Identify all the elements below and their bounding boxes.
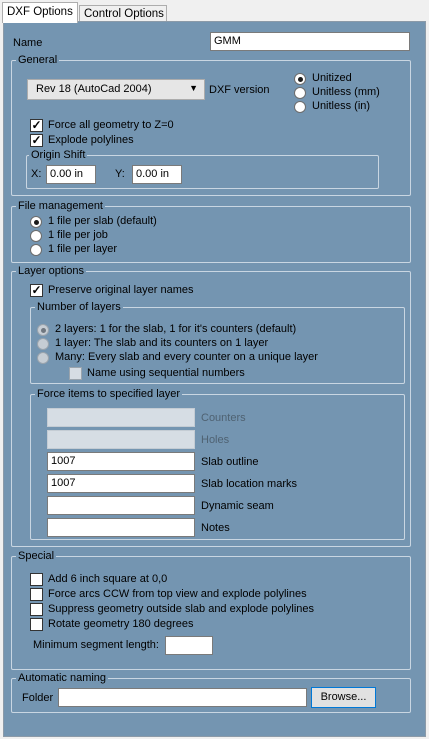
radio-unitless-mm[interactable] <box>294 87 306 99</box>
force-z-checkbox[interactable]: ✓ <box>31 118 42 132</box>
holes-layer-field[interactable] <box>47 430 195 449</box>
tab-control-options[interactable]: Control Options <box>79 5 167 23</box>
origin-y-label: Y: <box>115 168 125 180</box>
min-segment-label: Minimum segment length: <box>33 639 159 651</box>
radio-file-per-layer[interactable] <box>30 244 42 256</box>
radio-unitless-in[interactable] <box>294 101 306 113</box>
sequential-names-label: Name using sequential numbers <box>87 367 245 379</box>
radio-file-per-job-label: 1 file per job <box>48 229 108 241</box>
number-of-layers-title: Number of layers <box>37 301 121 313</box>
folder-label: Folder <box>22 692 54 704</box>
radio-file-per-slab-label: 1 file per slab (default) <box>48 215 157 227</box>
dxf-version-label: DXF version <box>209 84 270 96</box>
layer-options-title: Layer options <box>18 265 85 277</box>
origin-x-field[interactable]: 0.00 in <box>46 165 96 184</box>
special-group <box>11 550 411 670</box>
origin-shift-title: Origin Shift <box>31 149 86 161</box>
suppress-geometry-label: Suppress geometry outside slab and explode polylines <box>48 603 314 615</box>
radio-file-per-job[interactable] <box>30 230 42 242</box>
radio-file-per-slab[interactable] <box>30 216 42 228</box>
dxf-options-panel <box>3 21 426 737</box>
layer-options-group <box>11 265 411 547</box>
special-title: Special <box>18 550 55 562</box>
radio-two-layers-label: 2 layers: 1 for the slab, 1 for it's counters (default) <box>55 323 297 335</box>
radio-unitless-in-label: Unitless (in) <box>312 100 371 112</box>
slab-location-marks-layer-field[interactable]: 1007 <box>47 474 195 493</box>
radio-two-layers[interactable] <box>37 324 49 336</box>
file-management-title: File management <box>18 200 103 212</box>
slab-outline-layer-field[interactable]: 1007 <box>47 452 195 471</box>
explode-polylines-checkbox[interactable]: ✓ <box>31 133 42 147</box>
radio-file-per-layer-label: 1 file per layer <box>48 243 118 255</box>
dxf-version-combo[interactable] <box>27 79 205 100</box>
slab-location-marks-layer-label: Slab location marks <box>201 478 297 490</box>
general-group <box>11 54 411 196</box>
general-group-title: General <box>18 54 58 66</box>
radio-unitized[interactable] <box>294 73 306 85</box>
rotate-geometry-checkbox[interactable] <box>30 618 43 631</box>
explode-polylines-label: Explode polylines <box>48 134 134 146</box>
force-z-label: Force all geometry to Z=0 <box>48 119 174 131</box>
min-segment-field[interactable] <box>165 636 213 655</box>
counters-layer-field[interactable] <box>47 408 195 427</box>
folder-field[interactable] <box>58 688 307 707</box>
radio-unitized-label: Unitized <box>312 72 352 84</box>
force-items-title: Force items to specified layer <box>37 388 181 400</box>
holes-layer-label: Holes <box>201 434 230 446</box>
notes-layer-label: Notes <box>201 522 230 534</box>
radio-one-layer[interactable] <box>37 338 49 350</box>
sequential-names-checkbox[interactable] <box>69 367 82 380</box>
slab-outline-layer-label: Slab outline <box>201 456 259 468</box>
radio-many-layers[interactable] <box>37 352 49 364</box>
number-of-layers-group <box>30 301 405 384</box>
dxf-version-value: Rev 18 (AutoCad 2004) <box>36 83 152 95</box>
origin-shift-group <box>26 149 379 189</box>
preserve-layer-names-checkbox[interactable]: ✓ <box>31 283 42 297</box>
rotate-geometry-label: Rotate geometry 180 degrees <box>48 618 194 630</box>
name-field[interactable]: GMM <box>210 32 410 51</box>
force-arcs-ccw-checkbox[interactable] <box>30 588 43 601</box>
notes-layer-field[interactable] <box>47 518 195 537</box>
add-square-checkbox[interactable] <box>30 573 43 586</box>
counters-layer-label: Counters <box>201 412 246 424</box>
dynamic-seam-layer-field[interactable] <box>47 496 195 515</box>
browse-button[interactable]: Browse... <box>311 687 376 708</box>
automatic-naming-group <box>11 672 411 713</box>
force-items-group <box>30 388 405 540</box>
dynamic-seam-layer-label: Dynamic seam <box>201 500 274 512</box>
suppress-geometry-checkbox[interactable] <box>30 603 43 616</box>
preserve-layer-names-label: Preserve original layer names <box>48 284 194 296</box>
origin-x-label: X: <box>31 168 42 180</box>
tab-dxf-options[interactable]: DXF Options <box>2 2 78 23</box>
origin-y-field[interactable]: 0.00 in <box>132 165 182 184</box>
radio-many-layers-label: Many: Every slab and every counter on a unique layer <box>55 351 318 363</box>
radio-one-layer-label: 1 layer: The slab and its counters on 1 layer <box>55 337 269 349</box>
automatic-naming-title: Automatic naming <box>18 672 107 684</box>
radio-unitless-mm-label: Unitless (mm) <box>312 86 380 98</box>
name-label: Name <box>13 37 43 49</box>
add-square-label: Add 6 inch square at 0,0 <box>48 573 168 585</box>
file-management-group <box>11 200 411 263</box>
chevron-down-icon: ▼ <box>189 83 198 93</box>
force-arcs-ccw-label: Force arcs CCW from top view and explode polylines <box>48 588 307 600</box>
